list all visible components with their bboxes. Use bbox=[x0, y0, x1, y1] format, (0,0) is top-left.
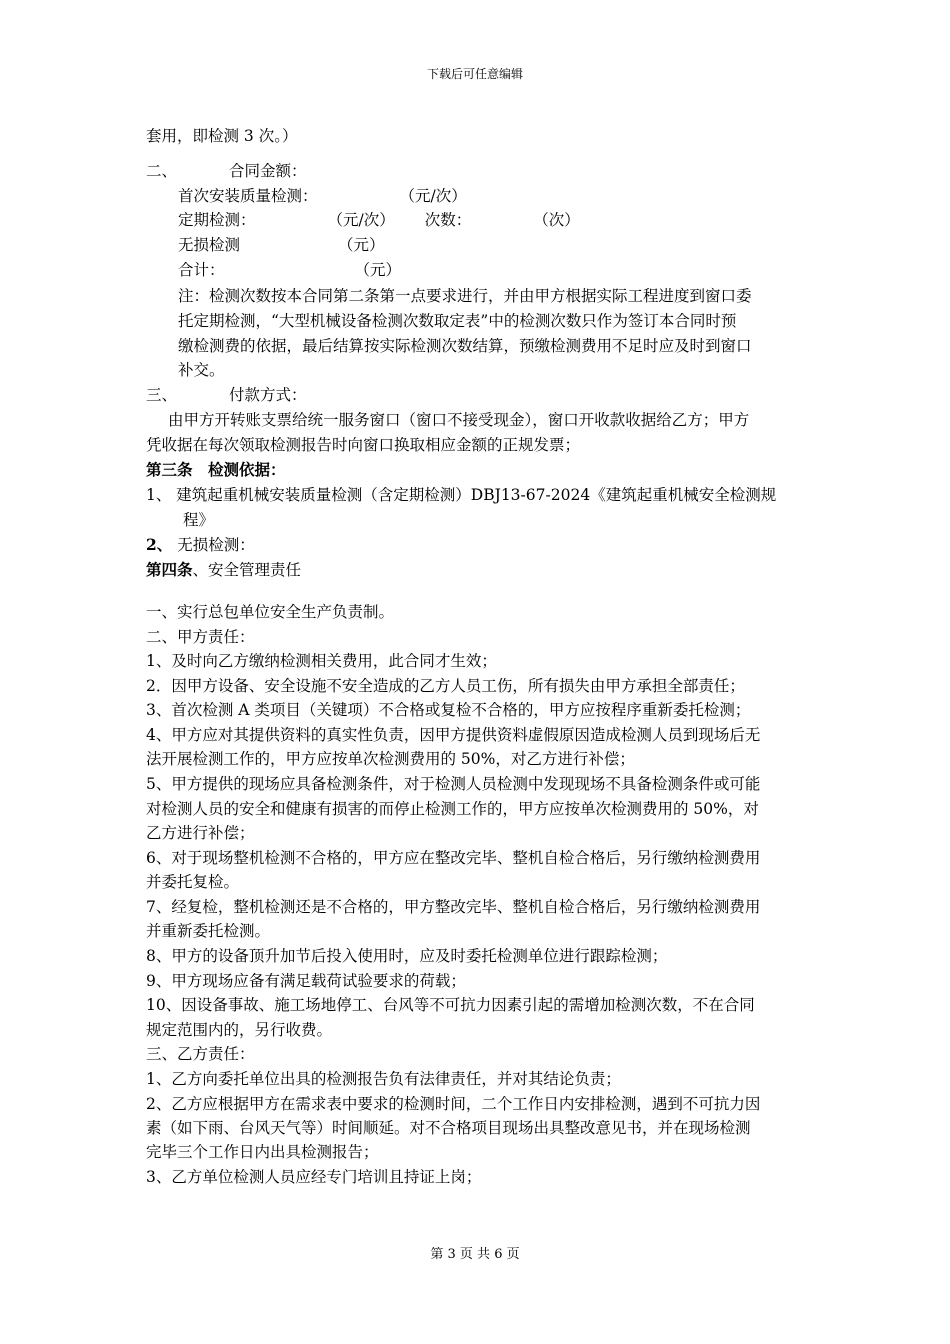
payment-line: 凭收据在每次领取检测报告时向窗口换取相应金额的正规发票； bbox=[146, 436, 581, 454]
note-line: 缴检测费的依据，最后结算按实际检测次数结算，预缴检测费用不足时应及时到窗口 bbox=[178, 337, 752, 355]
times-unit: （次） bbox=[533, 211, 580, 229]
article4-line: 3、乙方单位检测人员应经专门培训且持证上岗； bbox=[146, 1168, 482, 1186]
payment-line: 由甲方开转账支票给统一服务窗口（窗口不接受现金），窗口开收款收据给乙方；甲方 bbox=[168, 411, 750, 429]
item3-number: 三、 bbox=[146, 386, 178, 404]
article4-title-rest: 、安全管理责任 bbox=[192, 561, 302, 579]
article4-line: 7、经复检，整机检测还是不合格的，甲方整改完毕、整机自检合格后，另行缴纳检测费用 bbox=[146, 898, 761, 916]
article4-line: 9、甲方现场应备有满足载荷试验要求的荷载； bbox=[146, 972, 466, 990]
item3-title: 付款方式： bbox=[229, 386, 307, 404]
first-install-row bbox=[178, 186, 467, 206]
periodic-row bbox=[178, 210, 580, 230]
article4-line: 1、及时向乙方缴纳检测相关费用，此合同才生效； bbox=[146, 652, 497, 670]
article4-line: 对检测人员的安全和健康有损害的而停止检测工作的，甲方应按单次检测费用的 50%，对 bbox=[146, 800, 759, 818]
article4-line: 规定范围内的，另行收费。 bbox=[146, 1021, 333, 1039]
total-unit: （元） bbox=[354, 261, 402, 279]
article3-item2-number: 2、 bbox=[146, 535, 173, 554]
ndt-label: 无损检测 bbox=[178, 236, 241, 254]
first-install-unit: （元/次） bbox=[399, 187, 467, 205]
article4-line: 8、甲方的设备顶升加节后投入使用时，应及时委托检测单位进行跟踪检测； bbox=[146, 947, 668, 965]
article4-line: 三、乙方责任： bbox=[146, 1045, 255, 1063]
article4-line: 2、乙方应根据甲方在需求表中要求的检测时间，二个工作日内安排检测，遇到不可抗力因 bbox=[146, 1095, 761, 1113]
first-install-label: 首次安装质量检测： bbox=[178, 187, 318, 205]
article4-line: 一、实行总包单位安全生产负责制。 bbox=[146, 603, 395, 621]
article4-line: 2．因甲方设备、安全设施不安全造成的乙方人员工伤，所有损失由甲方承担全部责任； bbox=[146, 677, 745, 695]
article4-line: 法开展检测工作的，甲方应按单次检测费用的 50%，对乙方进行补偿； bbox=[146, 750, 635, 768]
article4-line: 10、因设备事故、施工场地停工、台风等不可抗力因素引起的需增加检测次数，不在合同 bbox=[146, 996, 755, 1014]
article4-line: 并重新委托检测。 bbox=[146, 922, 271, 940]
article4-line: 并委托复检。 bbox=[146, 873, 240, 891]
note-line: 补交。 bbox=[178, 361, 225, 379]
article3-item2-text: 无损检测： bbox=[172, 536, 255, 554]
intro-tail: 套用，即检测 3 次。） bbox=[146, 127, 298, 145]
article3-item1-line: 程》 bbox=[183, 511, 215, 529]
article4-line: 二、甲方责任： bbox=[146, 628, 255, 646]
article4-line: 4、甲方应对其提供资料的真实性负责，因甲方提供资料虚假原因造成检测人员到现场后无 bbox=[146, 726, 761, 744]
article3-title: 第三条 检测依据： bbox=[146, 460, 286, 479]
times-label: 次数： bbox=[424, 211, 472, 229]
article4-line: 完毕三个工作日内出具检测报告； bbox=[146, 1143, 379, 1161]
article3-item2 bbox=[146, 535, 255, 555]
item2-heading bbox=[146, 161, 307, 181]
page-footer: 第 3 页 共 6 页 bbox=[430, 1247, 520, 1262]
periodic-label: 定期检测： bbox=[178, 211, 256, 229]
article3-item1-line: 1、 建筑起重机械安装质量检测（含定期检测）DBJ13-67-2024《建筑起重机械安全检测规 bbox=[146, 486, 777, 504]
article4-title bbox=[146, 560, 301, 580]
article4-line: 1、乙方向委托单位出具的检测报告负有法律责任，并对其结论负责； bbox=[146, 1070, 621, 1088]
ndt-row bbox=[178, 235, 385, 255]
page-header: 下载后可任意编辑 bbox=[426, 67, 523, 81]
article4-title-bold: 第四条 bbox=[146, 560, 193, 579]
article4-line: 5、甲方提供的现场应具备检测条件，对于检测人员检测中发现现场不具备检测条件或可能 bbox=[146, 775, 761, 793]
total-label: 合计： bbox=[178, 261, 225, 279]
item2-number: 二、 bbox=[146, 162, 178, 180]
periodic-unit: （元/次） bbox=[327, 211, 395, 229]
item2-title: 合同金额： bbox=[229, 162, 307, 180]
note-line: 注：检测次数按本合同第二条第一点要求进行，并由甲方根据实际工程进度到窗口委 bbox=[178, 287, 752, 305]
note-line: 托定期检测，“大型机械设备检测次数取定表”中的检测次数只作为签订本合同时预 bbox=[178, 312, 737, 330]
total-row bbox=[178, 260, 401, 280]
article4-line: 6、对于现场整机检测不合格的，甲方应在整改完毕、整机自检合格后，另行缴纳检测费用 bbox=[146, 849, 761, 867]
article4-line: 素（如下雨、台风天气等）时间顺延。对不合格项目现场出具整改意见书，并在现场检测 bbox=[146, 1119, 751, 1137]
article4-line: 乙方进行补偿； bbox=[146, 824, 255, 842]
article4-line: 3、首次检测 A 类项目（关键项）不合格或复检不合格的，甲方应按程序重新委托检测； bbox=[146, 701, 751, 719]
ndt-unit: （元） bbox=[338, 236, 385, 254]
item3-heading bbox=[146, 385, 307, 405]
